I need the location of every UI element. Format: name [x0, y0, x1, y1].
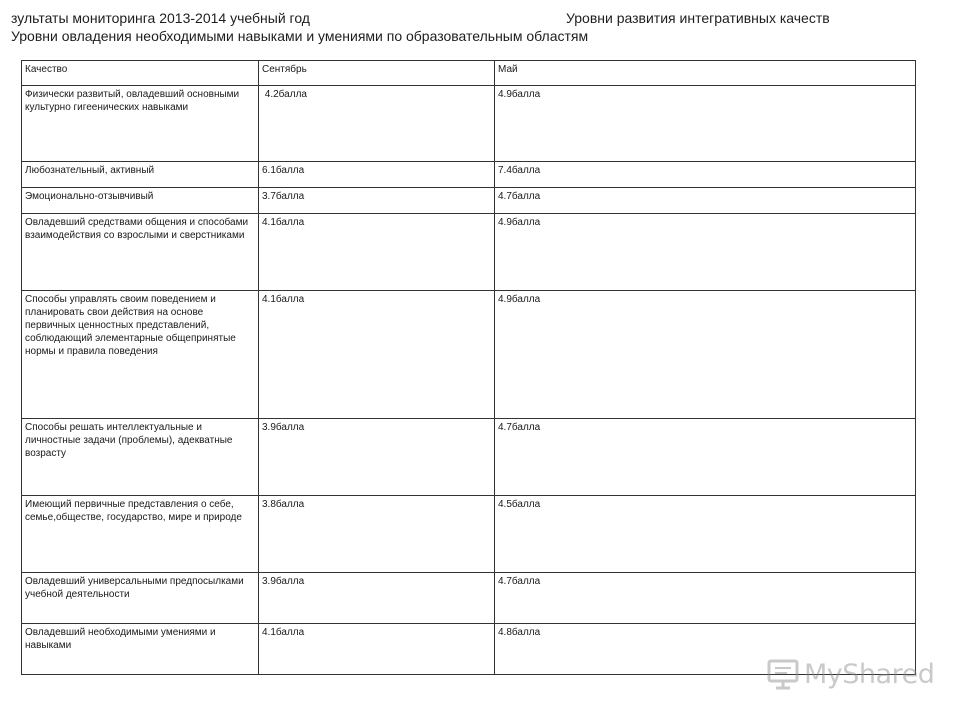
table-row [22, 573, 916, 624]
september-cell: 4.1балла [259, 291, 495, 419]
presentation-board-icon [766, 657, 800, 691]
quality-cell: Овладевший универсальными предпосылками учебной деятельности [22, 573, 259, 624]
section-title: Уровни развития интегративных качеств [566, 10, 830, 26]
quality-cell: Способы управлять своим поведением и планировать свои действия на основе первичных ценностных представлений, соблюдающий элементарные общепринятые нормы и правила поведения [22, 291, 259, 419]
quality-table [21, 60, 916, 675]
table-row [22, 188, 916, 214]
september-cell: 3.9балла [259, 419, 495, 496]
may-cell: 4.9балла [495, 86, 916, 162]
quality-cell: Овладевший средствами общения и способами взаимодействия со взрослыми и сверстниками [22, 214, 259, 291]
september-cell: 3.7балла [259, 188, 495, 214]
quality-cell: Любознательный, активный [22, 162, 259, 188]
table-row [22, 86, 916, 162]
may-cell: 7.4балла [495, 162, 916, 188]
table-row [22, 419, 916, 496]
quality-cell: Имеющий первичные представления о себе, семье,обществе, государство, мире и природе [22, 496, 259, 573]
may-cell: 4.7балла [495, 188, 916, 214]
may-cell: 4.9балла [495, 291, 916, 419]
september-cell: 4.1балла [259, 214, 495, 291]
september-cell: 3.9балла [259, 573, 495, 624]
column-header-september: Сентябрь [259, 61, 495, 86]
table-row [22, 162, 916, 188]
quality-cell: Способы решать интеллектуальные и личностные задачи (проблемы), адекватные возрасту [22, 419, 259, 496]
quality-cell: Овладевший необходимыми умениями и навыками [22, 624, 259, 675]
may-cell: 4.7балла [495, 573, 916, 624]
may-cell: 4.9балла [495, 214, 916, 291]
column-header-may: Май [495, 61, 916, 86]
table-row [22, 291, 916, 419]
quality-cell: Физически развитый, овладевший основными культурно гигеенических навыками [22, 86, 259, 162]
september-cell: 4.2балла [259, 86, 495, 162]
september-cell: 3.8балла [259, 496, 495, 573]
may-cell: 4.8балла [495, 624, 916, 675]
september-cell: 6.1балла [259, 162, 495, 188]
quality-cell: Эмоционально-отзывчивый [22, 188, 259, 214]
watermark-logo [766, 656, 934, 692]
may-cell: 4.7балла [495, 419, 916, 496]
subtitle: Уровни овладения необходимыми навыками и умениями по образовательным областям [11, 28, 589, 44]
may-cell: 4.5балла [495, 496, 916, 573]
table-row [22, 496, 916, 573]
table-row [22, 214, 916, 291]
column-header-quality: Качество [22, 61, 259, 86]
september-cell: 4.1балла [259, 624, 495, 675]
report-title: зультаты мониторинга 2013-2014 учебный год [11, 10, 310, 26]
table-header-row [22, 61, 916, 86]
watermark-text: MyShared [804, 658, 935, 690]
